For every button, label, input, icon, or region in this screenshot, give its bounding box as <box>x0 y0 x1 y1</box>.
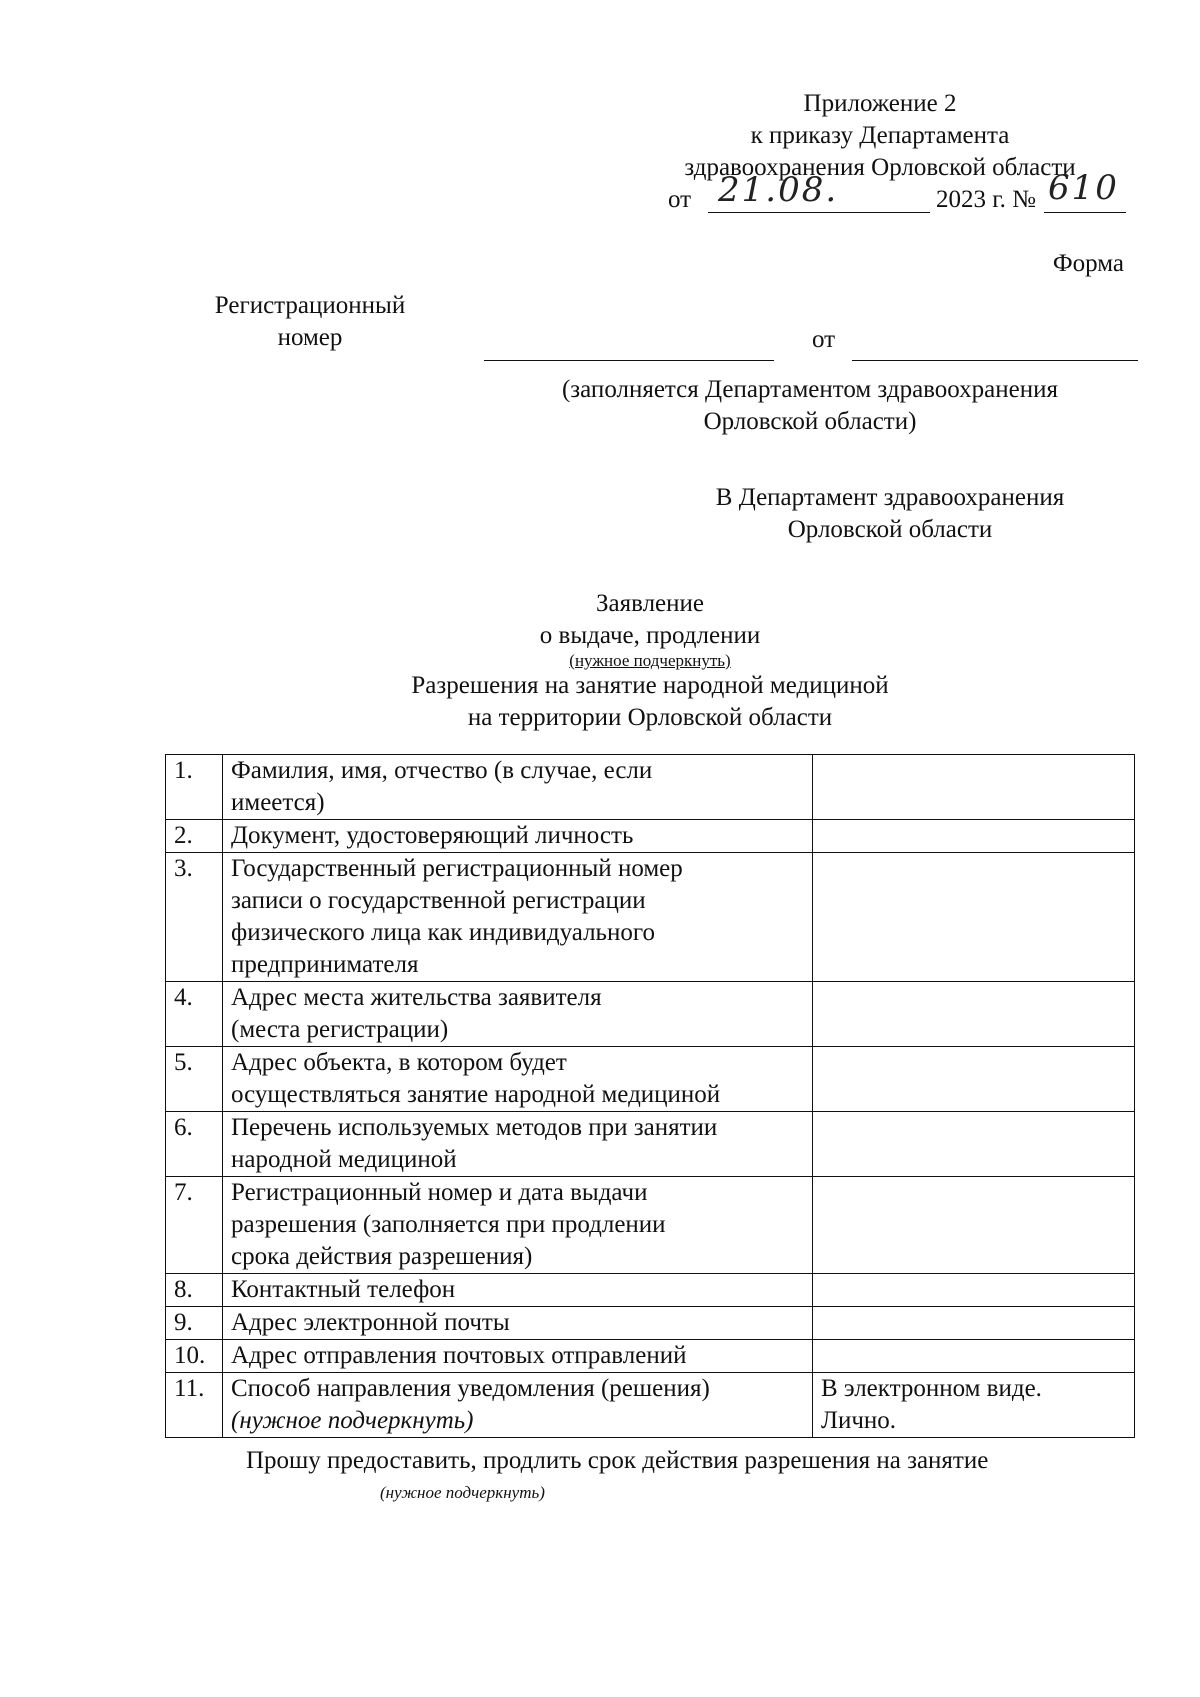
title-line: о выдаче, продлении <box>539 622 761 649</box>
handwritten-date: 21.08. <box>718 170 839 210</box>
request-hint: (нужное подчеркнуть) <box>380 1483 545 1502</box>
row-number: 9. <box>166 1307 223 1340</box>
row-label <box>223 1177 813 1274</box>
row-label-line: Документ, удостоверяющий личность <box>231 822 634 849</box>
table-row <box>166 820 1135 853</box>
row-label <box>223 1373 813 1438</box>
order-date-line <box>668 168 1128 220</box>
row-label <box>223 1340 813 1373</box>
row-value-field[interactable] <box>813 1177 1135 1274</box>
appendix-line: здравоохранения Орловской области <box>684 154 1076 181</box>
row-label-line: физического лица как индивидуального <box>231 919 655 946</box>
row-label <box>223 853 813 982</box>
table-row <box>166 1274 1135 1307</box>
application-title <box>250 588 1050 734</box>
row-number: 11. <box>166 1373 223 1438</box>
date-prefix: от <box>668 186 692 213</box>
row-value-field[interactable] <box>813 755 1135 820</box>
row-value-field[interactable] <box>813 1307 1135 1340</box>
table-row <box>166 1373 1135 1438</box>
row-label <box>223 820 813 853</box>
date-underline <box>708 212 930 213</box>
addressee: В Департамент здравоохранения Орловской области <box>715 484 1065 543</box>
row-label-line: осуществляться занятие народной медициной <box>231 1081 721 1108</box>
number-underline <box>1044 212 1126 213</box>
year-text: 2023 г. № <box>936 186 1037 213</box>
row-number: 2. <box>166 820 223 853</box>
row-label-line: (места регистрации) <box>231 1016 449 1043</box>
row-label-hint: (нужное подчеркнуть) <box>231 1407 474 1434</box>
row-value-field[interactable] <box>813 1340 1135 1373</box>
row-label-line: записи о государственной регистрации <box>231 887 646 914</box>
table-row <box>166 1112 1135 1177</box>
row-label-line: Адрес электронной почты <box>231 1309 510 1336</box>
row-value-field[interactable] <box>813 1274 1135 1307</box>
row-label-line: срока действия разрешения) <box>231 1243 533 1270</box>
appendix-line: к приказу Департамента <box>750 122 1010 149</box>
row-value-field[interactable] <box>813 853 1135 982</box>
row-label <box>223 1274 813 1307</box>
row-label <box>223 755 813 820</box>
row-number: 7. <box>166 1177 223 1274</box>
row-label-line: народной медициной <box>231 1146 457 1173</box>
form-label: Форма <box>1052 250 1124 277</box>
row-label <box>223 1307 813 1340</box>
row-label-line: Адрес отправления почтовых отправлений <box>231 1342 687 1369</box>
application-form-table <box>165 754 1135 1438</box>
row-label-line: имеется) <box>231 789 325 816</box>
row-label-line: Адрес места жительства заявителя <box>231 984 602 1011</box>
table-row <box>166 982 1135 1047</box>
handwritten-number: 610 <box>1048 168 1119 208</box>
table-row <box>166 853 1135 982</box>
title-hint: (нужное подчеркнуть) <box>569 651 731 670</box>
row-number: 8. <box>166 1274 223 1307</box>
row-label <box>223 1112 813 1177</box>
table-row <box>166 1307 1135 1340</box>
row-number: 6. <box>166 1112 223 1177</box>
table-row <box>166 1340 1135 1373</box>
row-value-field[interactable] <box>813 1373 1135 1438</box>
appendix-line: Приложение 2 <box>803 90 957 117</box>
row-label-line: Перечень используемых методов при занятии <box>231 1114 718 1141</box>
row-number: 4. <box>166 982 223 1047</box>
row-number: 3. <box>166 853 223 982</box>
row-number: 5. <box>166 1047 223 1112</box>
row-value-field[interactable] <box>813 1047 1135 1112</box>
title-line: Разрешения на занятие народной медициной <box>411 672 889 699</box>
row-number: 10. <box>166 1340 223 1373</box>
registration-number-label: Регистрационный номер <box>214 292 406 351</box>
fill-note: (заполняется Департаментом здравоохранения Орловской области) <box>561 376 1059 435</box>
row-label-line: Адрес объекта, в котором будет <box>231 1049 567 1076</box>
row-label-line: Государственный регистрационный номер <box>231 855 683 882</box>
row-number: 1. <box>166 755 223 820</box>
registration-number-field[interactable] <box>484 360 774 361</box>
row-label-line: Контактный телефон <box>231 1276 456 1303</box>
row-label-line: Регистрационный номер и дата выдачи <box>231 1179 648 1206</box>
request-text: Прошу предоставить, продлить срок действия разрешения на занятие <box>246 1447 989 1474</box>
row-value-field[interactable] <box>813 820 1135 853</box>
table-row <box>166 1047 1135 1112</box>
row-value-field[interactable] <box>813 982 1135 1047</box>
row-label-line: предпринимателя <box>231 951 419 978</box>
row-value-option[interactable]: В электронном виде. <box>821 1375 1042 1402</box>
table-row <box>166 1177 1135 1274</box>
row-label <box>223 1047 813 1112</box>
registration-date-label: от <box>812 326 836 353</box>
title-line: Заявление <box>595 590 705 617</box>
row-value-option[interactable]: Лично. <box>821 1407 897 1434</box>
row-label-line: разрешения (заполняется при продлении <box>231 1211 666 1238</box>
row-label-line: Способ направления уведомления (решения) <box>231 1375 710 1402</box>
row-label <box>223 982 813 1047</box>
registration-date-field[interactable] <box>852 360 1138 361</box>
table-row <box>166 755 1135 820</box>
row-value-field[interactable] <box>813 1112 1135 1177</box>
title-line: на территории Орловской области <box>467 704 833 731</box>
row-label-line: Фамилия, имя, отчество (в случае, если <box>231 757 653 784</box>
